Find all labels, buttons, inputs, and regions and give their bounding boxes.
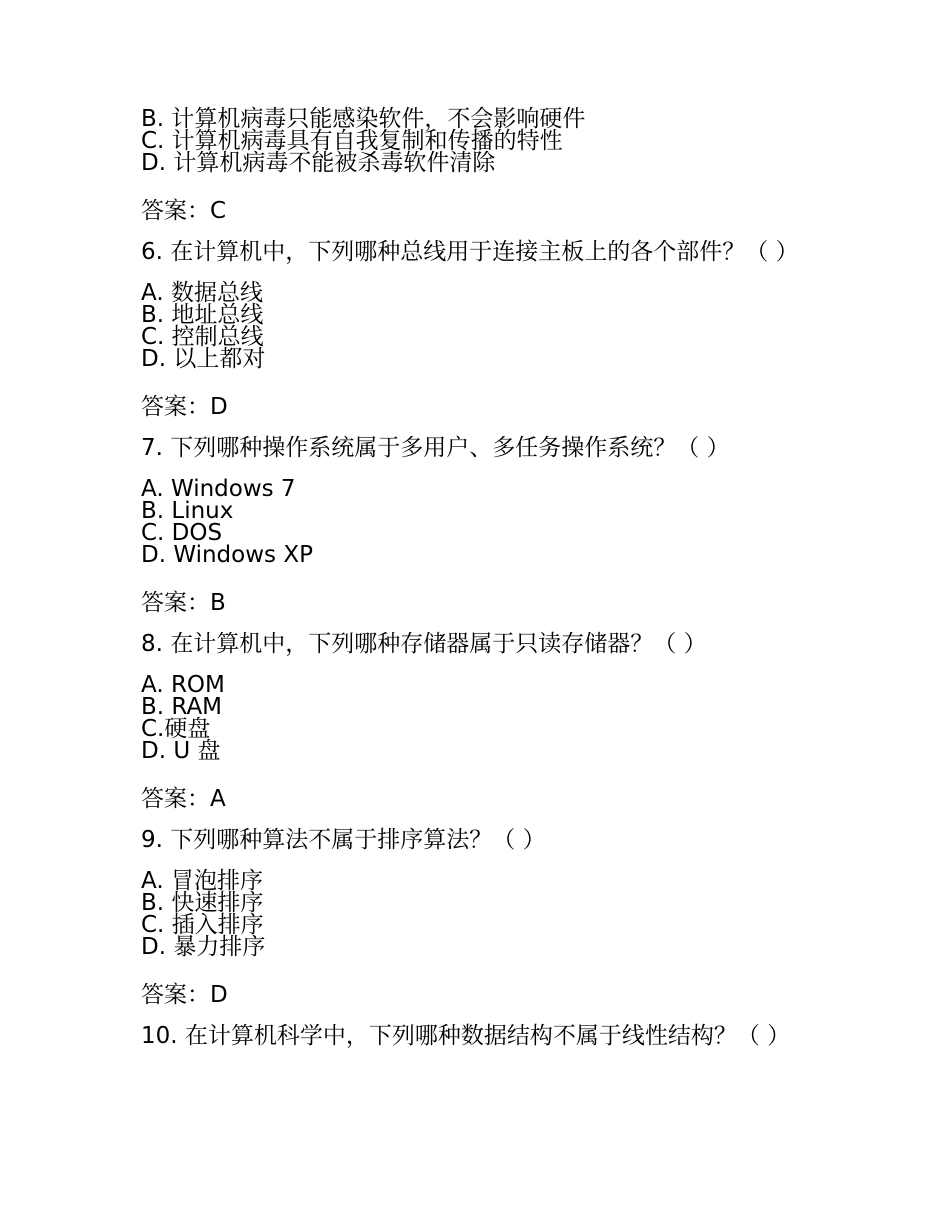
answer-line: 答案：A bbox=[141, 786, 226, 812]
option-a: A. 冒泡排序 bbox=[141, 868, 263, 894]
question-6 bbox=[141, 240, 811, 422]
option-c: C.硬盘 bbox=[141, 716, 211, 742]
option-b: B. 快速排序 bbox=[141, 890, 264, 916]
answer-line: 答案：B bbox=[141, 590, 226, 616]
option-d: D. 暴力排序 bbox=[141, 934, 266, 960]
option-c: C. DOS bbox=[141, 520, 223, 546]
option-a: A. 数据总线 bbox=[141, 280, 263, 306]
answer-line: 答案：D bbox=[141, 982, 228, 1008]
option-a: A. ROM bbox=[141, 672, 225, 698]
option-b: B. 计算机病毒只能感染软件，不会影响硬件 bbox=[141, 106, 586, 132]
options-list bbox=[141, 870, 811, 958]
question-text: 8. 在计算机中，下列哪种存储器属于只读存储器？（ ） bbox=[141, 631, 707, 657]
option-c: C. 插入排序 bbox=[141, 912, 264, 938]
question-text: 10. 在计算机科学中，下列哪种数据结构不属于线性结构？（ ） bbox=[141, 1023, 791, 1049]
option-d: D. 计算机病毒不能被杀毒软件清除 bbox=[141, 150, 496, 176]
question-9 bbox=[141, 828, 811, 1010]
question-10 bbox=[141, 1024, 811, 1048]
answer-line: 答案：C bbox=[141, 198, 227, 224]
option-a: A. Windows 7 bbox=[141, 476, 296, 502]
options-list bbox=[141, 282, 811, 370]
question-7 bbox=[141, 436, 811, 618]
exam-page bbox=[141, 108, 811, 1048]
option-c: C. 控制总线 bbox=[141, 324, 264, 350]
continued-options bbox=[141, 108, 811, 174]
question-text: 9. 下列哪种算法不属于排序算法？（ ） bbox=[141, 827, 546, 853]
question-8 bbox=[141, 632, 811, 814]
options-list bbox=[141, 674, 811, 762]
option-d: D. U 盘 bbox=[141, 738, 221, 764]
answer-line: 答案：D bbox=[141, 394, 228, 420]
option-d: D. Windows XP bbox=[141, 542, 313, 568]
question-text: 7. 下列哪种操作系统属于多用户、多任务操作系统？（ ） bbox=[141, 435, 730, 461]
option-d: D. 以上都对 bbox=[141, 346, 266, 372]
option-b: B. 地址总线 bbox=[141, 302, 264, 328]
option-b: B. RAM bbox=[141, 694, 223, 720]
options-list bbox=[141, 478, 811, 566]
option-c: C. 计算机病毒具有自我复制和传播的特性 bbox=[141, 128, 563, 154]
question-text: 6. 在计算机中，下列哪种总线用于连接主板上的各个部件？（ ） bbox=[141, 239, 799, 265]
option-b: B. Linux bbox=[141, 498, 234, 524]
